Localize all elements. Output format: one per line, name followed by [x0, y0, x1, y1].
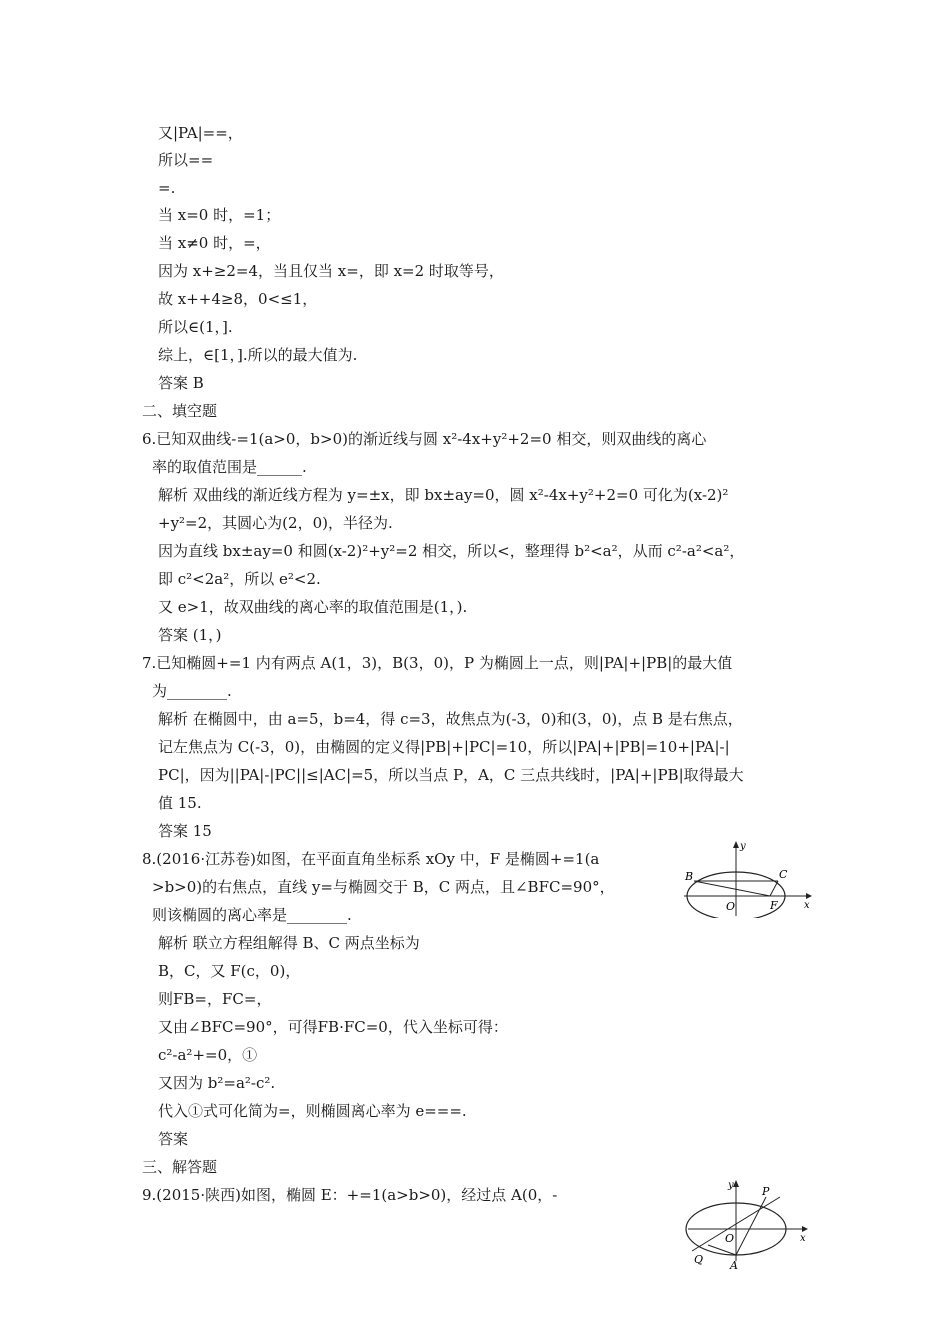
text-line: B，C，又 F(c，0)， — [158, 962, 301, 980]
text-line: 答案 (1，) — [158, 626, 222, 644]
fig8-label-x: x — [804, 900, 810, 911]
fig9-label-o: O — [725, 1232, 735, 1245]
text-line: 三、解答题 — [142, 1158, 218, 1176]
ellipse-figure-8 — [680, 838, 815, 918]
fig9-line-ap — [736, 1197, 766, 1255]
text-line: 因为直线 bx±ay=0 和圆(x-2)²+y²=2 相交，所以<，整理得 b²<a²，从而 c²-a²<a²， — [158, 542, 745, 560]
fig9-label-q: Q — [694, 1253, 704, 1266]
text-line: 二、填空题 — [142, 402, 218, 420]
fig8-x-arrow — [806, 893, 812, 899]
fig8-label-f: F — [770, 899, 778, 912]
fig9-y-arrow — [733, 1180, 739, 1187]
text-line: 解析 联立方程组解得 B、C 两点坐标为 — [158, 934, 420, 952]
text-line: 综上，∈[1，].所以的最大值为. — [158, 346, 358, 364]
text-line: 又|PA|==， — [158, 124, 243, 142]
text-line: 代入①式可化简为=，则椭圆离心率为 e===. — [158, 1102, 467, 1120]
text-line: 答案 — [158, 1130, 189, 1148]
text-line: 率的取值范围是______. — [152, 458, 307, 476]
text-line: 记左焦点为 C(-3，0)，由椭圆的定义得|PB|+|PC|=10，所以|PA|+|PB|=10+|PA|-| — [158, 738, 730, 756]
fig8-label-b: B — [685, 870, 694, 883]
fig8-line-cf — [770, 881, 778, 896]
text-line: 7.已知椭圆+=1 内有两点 A(1，3)，B(3，0)，P 为椭圆上一点，则|PA|+|PB|的最大值 — [142, 654, 733, 672]
text-line: 又 e>1，故双曲线的离心率的取值范围是(1，). — [158, 598, 468, 616]
text-line: 8.(2016·江苏卷)如图，在平面直角坐标系 xOy 中，F 是椭圆+=1(a — [142, 850, 600, 868]
text-line: >b>0)的右焦点，直线 y=与椭圆交于 B，C 两点，且∠BFC=90°， — [152, 878, 615, 896]
text-line: 解析 在椭圆中，由 a=5，b=4，得 c=3，故焦点为(-3，0)和(3，0)，点 B 是右焦点， — [158, 710, 743, 728]
text-line: 答案 B — [158, 374, 204, 392]
text-line: 因为 x+≥2=4，当且仅当 x=，即 x=2 时取等号， — [158, 262, 504, 280]
text-line: 则FB=，FC=， — [158, 990, 272, 1008]
text-line: +y²=2，其圆心为(2，0)，半径为. — [158, 514, 393, 532]
text-line: =. — [158, 179, 176, 197]
text-line: PC|，因为||PA|-|PC||≤|AC|=5，所以当点 P，A，C 三点共线时，|PA|+|PB|取得最大 — [158, 766, 744, 784]
text-line: 当 x≠0 时，=， — [158, 234, 271, 252]
text-line: 所以∈(1，]. — [158, 318, 233, 336]
text-line: 值 15. — [158, 794, 202, 812]
text-line: 所以== — [158, 151, 214, 169]
fig8-label-o: O — [726, 900, 736, 913]
fig8-label-y: y — [740, 841, 746, 852]
text-line: 为________. — [152, 682, 232, 700]
text-line: 9.(2015·陕西)如图，椭圆 E：+=1(a>b>0)，经过点 A(0，- — [142, 1186, 558, 1204]
text-line: 又由∠BFC=90°，可得FB·FC=0，代入坐标可得： — [158, 1018, 508, 1036]
text-line: 解析 双曲线的渐近线方程为 y=±x，即 bx±ay=0，圆 x²-4x+y²+2=0 可化为(x-2)² — [158, 486, 729, 504]
text-line: 又因为 b²=a²-c². — [158, 1074, 276, 1092]
text-line: 答案 15 — [158, 822, 212, 840]
fig8-y-arrow — [733, 841, 739, 848]
text-line: 则该椭圆的离心率是________. — [152, 906, 352, 924]
text-line: 6.已知双曲线-=1(a>0，b>0)的渐近线与圆 x²-4x+y²+2=0 相交，则双曲线的离心 — [142, 430, 707, 448]
fig9-label-y: y — [728, 1180, 734, 1191]
text-line: c²-a²+=0，① — [158, 1046, 258, 1064]
fig9-label-x: x — [800, 1233, 806, 1244]
ellipse-figure-9 — [680, 1175, 815, 1275]
text-line: 故 x++4≥8，0<≤1， — [158, 290, 318, 308]
fig9-x-arrow — [802, 1226, 808, 1232]
fig9-label-p: P — [762, 1185, 770, 1198]
fig8-line-bf — [694, 881, 770, 896]
text-line: 当 x=0 时，=1； — [158, 206, 281, 224]
text-line: 即 c²<2a²，所以 e²<2. — [158, 570, 321, 588]
fig9-label-a: A — [730, 1259, 738, 1272]
fig8-label-c: C — [779, 868, 788, 881]
